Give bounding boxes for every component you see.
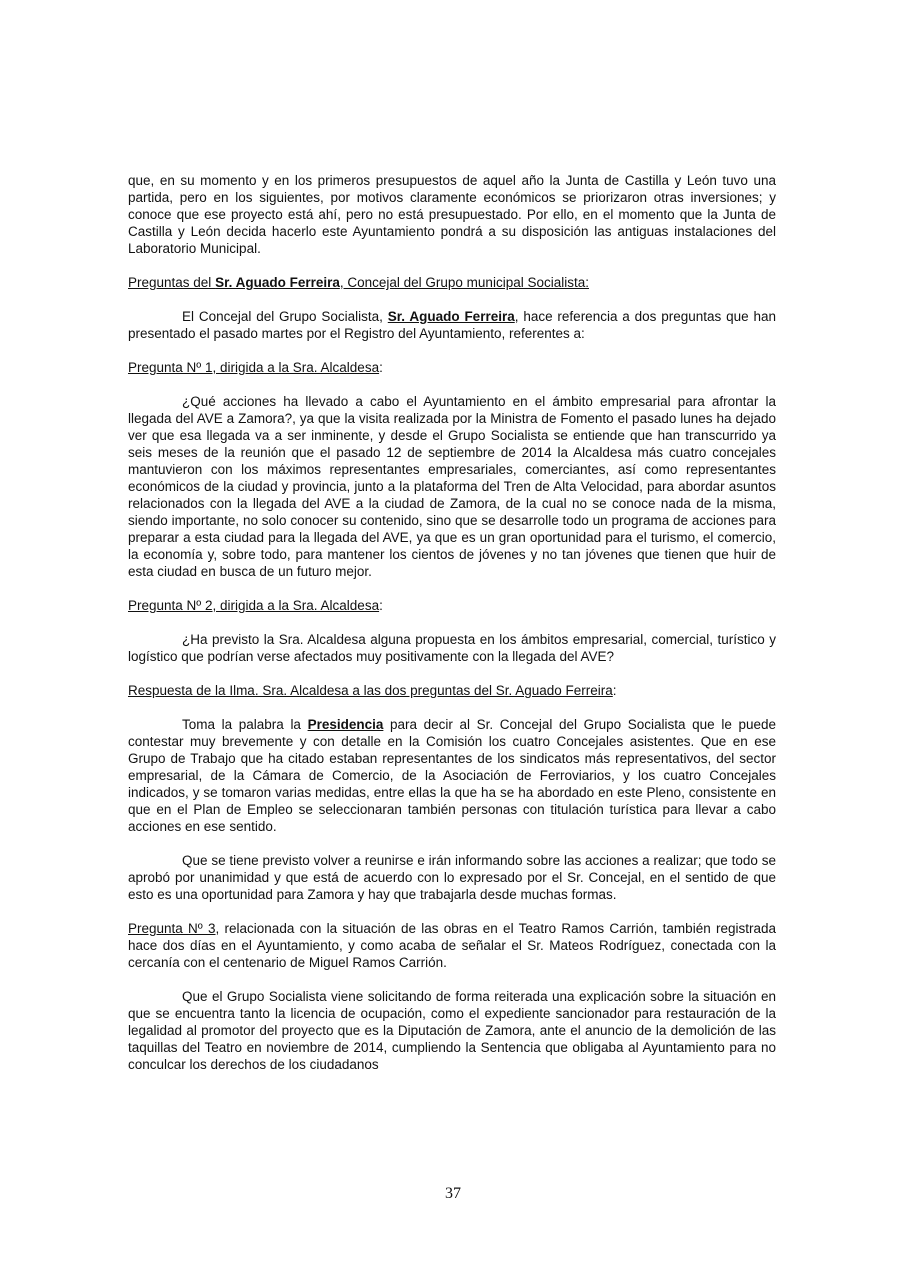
text-run: Toma la palabra la (182, 717, 308, 732)
paragraph (128, 172, 776, 257)
section-heading (128, 597, 776, 614)
paragraph (128, 988, 776, 1073)
text-run: Que se tiene previsto volver a reunirse e irán informando sobre las acciones a realizar; que todo se aprobó por unanimidad y que está de acuerdo con lo expresado por el Sr. Concejal, en el sentido de que esto es una oportunidad para Zamora y hay que trabajarla desde muchas formas. (128, 853, 776, 902)
text-run: Sr. Aguado Ferreira (387, 309, 515, 324)
text-run: : (379, 598, 383, 613)
text-run: , hace referencia a dos preguntas que han presentado el pasado martes por el Registro del Ayuntamiento, referentes a: (128, 309, 776, 341)
paragraph (128, 716, 776, 835)
text-run: que, en su momento y en los primeros presupuestos de aquel año la Junta de Castilla y León tuvo una partida, pero en los siguientes, por motivos claramente económicos se priorizaron otras inversiones; y conoce que ese proyecto está ahí, pero no está presupuestado. Por ello, en el momento que la Junta de Castilla y León decida hacerlo este Ayuntamiento pondrá a su disposición las antiguas instalaciones del Laboratorio Municipal. (128, 173, 776, 256)
paragraph (128, 920, 776, 971)
text-run: ¿Qué acciones ha llevado a cabo el Ayuntamiento en el ámbito empresarial para afrontar la llegada del AVE a Zamora?, ya que la visita realizada por la Ministra de Fomento el pasado lunes ha dejado ver que esa llegada va a ser inminente, y desde el Grupo Socialista se entiende que han transcurrido ya seis meses de la reunión que el pasado 12 de septiembre de 2014 la Alcaldesa más cuatro concejales mantuvieron con los máximos representantes empresariales, comerciantes, así como representantes económicos de la ciudad y provincia, junto a la plataforma del Tren de Alta Velocidad, para abordar asuntos relacionados con la llegada del AVE a la ciudad de Zamora, de la cual no se conoce nada de la misma, siendo importante, no solo conocer su contenido, sino que se desarrolle todo un programa de acciones para preparar a esta ciudad para la llegada del AVE, ya que es un gran oportunidad para el turismo, el comercio, la economía y, sobre todo, para mantener los cientos de jóvenes y no tan jóvenes que tienen que huir de esta ciudad en busca de un futuro mejor. (128, 394, 776, 579)
section-heading (128, 682, 776, 699)
text-run: para decir al Sr. Concejal del Grupo Socialista que le puede contestar muy brevemente y con detalle en la Comisión los cuatro Concejales asistentes. Que en ese Grupo de Trabajo que ha citado estaban representantes de los sindicatos más representativos, del sector empresarial, de la Cámara de Comercio, de la Asociación de Ferroviarios, y los cuatro Concejales indicados, y se tomaron varias medidas, entre ellas la que ha se ha abordado en este Pleno, consistente en que en el Plan de Empleo se seleccionaran también personas con titulación turística para llevar a cabo acciones en ese sentido. (128, 717, 776, 834)
text-run: Respuesta de la Ilma. Sra. Alcaldesa a las dos preguntas del Sr. Aguado Ferreira (128, 683, 613, 698)
text-run: , Concejal del Grupo municipal Socialista: (339, 275, 589, 290)
text-run: , relacionada con la situación de las obras en el Teatro Ramos Carrión, también registrada hace dos días en el Ayuntamiento, y como acaba de señalar el Sr. Mateos Rodríguez, conectada con la cercanía con el centenario de Miguel Ramos Carrión. (128, 921, 777, 970)
page-number: 37 (445, 1185, 461, 1202)
section-heading (128, 274, 776, 291)
text-run: ¿Ha previsto la Sra. Alcaldesa alguna propuesta en los ámbitos empresarial, comercial, turístico y logístico que podrían verse afectados muy positivamente con la llegada del AVE? (128, 632, 776, 664)
paragraph (128, 393, 776, 580)
text-run: : (612, 683, 617, 698)
text-run: Preguntas del (128, 275, 216, 290)
text-run: Sr. Aguado Ferreira (215, 275, 340, 290)
text-run: Pregunta Nº 3 (128, 921, 216, 936)
paragraph (128, 852, 776, 903)
document-body (128, 172, 776, 1090)
text-run: Presidencia (307, 717, 384, 732)
text-run: Pregunta Nº 1, dirigida a la Sra. Alcaldesa (128, 360, 380, 375)
text-run: : (379, 360, 383, 375)
text-run: Que el Grupo Socialista viene solicitando de forma reiterada una explicación sobre la situación en que se encuentra tanto la licencia de ocupación, como el expediente sancionador para restauración de la legalidad al promotor del proyecto que es la Diputación de Zamora, ante el anuncio de la demolición de las taquillas del Teatro en noviembre de 2014, cumpliendo la Sentencia que obligaba al Ayuntamiento para no conculcar los derechos de los ciudadanos (128, 989, 776, 1072)
section-heading (128, 359, 776, 376)
text-run: El Concejal del Grupo Socialista, (182, 309, 388, 324)
paragraph (128, 631, 776, 665)
text-run: Pregunta Nº 2, dirigida a la Sra. Alcaldesa (128, 598, 380, 613)
paragraph (128, 308, 776, 342)
